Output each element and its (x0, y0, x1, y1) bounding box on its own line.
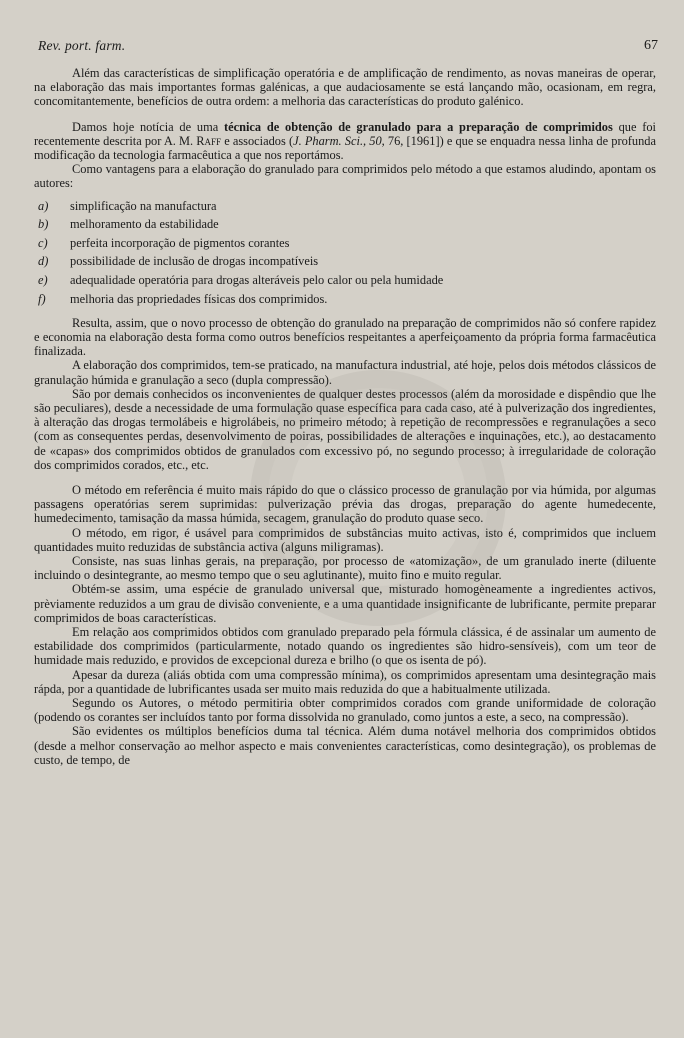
author-name: Raff (196, 133, 222, 148)
paragraph-2: Damos hoje notícia de uma técnica de obtenção de granulado para a preparação de comprimidos que foi recentemente descrita por A. M. Raff e associados (J. Pharm. Sci., 50, 76, [1961]) e que se enquadra nessa linha de profunda modificação da tecnologia farmacêutica a que nos reportámos. (34, 119, 656, 163)
list-item: e) adequalidade operatória para drogas alteráveis pelo calor ou pela humidade (38, 273, 444, 287)
paragraph-5: A elaboração dos comprimidos, tem-se praticado, na manufactura industrial, até hoje, pelos dois métodos clássicos de granulação húmida e granulação a seco (dupla compressão). (34, 358, 656, 387)
paragraph-3: Como vantagens para a elaboração do granulado para comprimidos pelo método a que estamos aludindo, apontam os autores: (34, 162, 656, 191)
paragraph-4: Resulta, assim, que o novo processo de obtenção do granulado na preparação de comprimidos não só confere rapidez e economia na elaboração desta forma como outros benefícios respeitantes a aperfeiçoamento da própria forma farmacêutica finalizada. (34, 315, 656, 359)
article-body (34, 66, 656, 767)
paragraph-7: O método em referência é muito mais rápido do que o clássico processo de granulação por via húmida, por algumas passagens operatórias serem suprimidas: pulverização prévia das drogas, preparação do agente humedecente, humedecimento, tamisação da massa húmida, secagem, granulação do produto quase seco. (34, 483, 656, 526)
paragraph-6: São por demais conhecidos os inconvenientes de qualquer destes processos (além da morosidade e dispêndio que lhe são peculiares), desde a necessidade de uma formulação quase específica para cada caso, até à pulverização dos ingredientes, à alteração das drogas termolábeis e higrolábeis, no primeiro método; à repetição de recompressões e regranulações a seco (com as consequentes perdas, desenvolvimento de poiras, possibilidades de alterações e inquinações, etc.), ao destacamento de «capas» dos comprimidos obtidos de granulados com excessivo pó, no segundo processo; à irregularidade de coloração dos comprimidos corados, etc., etc. (34, 386, 656, 472)
paragraph-14: São evidentes os múltiplos benefícios duma tal técnica. Além duma notável melhoria dos comprimidos obtidos (desde a melhor conservação ao melhor aspecto e mais convenientes características, como desintegração), os problemas de custo, de tempo, de (34, 724, 656, 767)
page-header (34, 38, 656, 66)
list-item: a) simplificação na manufactura (38, 198, 217, 213)
paragraph-9: Consiste, nas suas linhas gerais, na preparação, por processo de «atomização», de um granulado inerte (diluente incluindo o desintegrante, ao mesmo tempo que o seu aglutinante), muito fino e muito regular. (34, 554, 656, 583)
journal-citation: J. Pharm. Sci., 50, (293, 133, 385, 148)
paragraph-13: Segundo os Autores, o método permitiria obter comprimidos corados com grande uniformidade de coloração (podendo os corantes ser incluídos tanto por forma dissolvida no granulado, como juntos a este, a seco, na compressão). (34, 696, 656, 725)
list-item: f) melhoria das propriedades físicas dos comprimidos. (38, 291, 328, 306)
paragraph-12: Apesar da dureza (aliás obtida com uma compressão mínima), os comprimidos apresentam uma desintegração mais rápda, por a quantidade de lubrificantes usada ser muito mais reduzida do que a habitualmente utilizada. (34, 667, 656, 696)
journal-title: Rev. port. farm. (38, 38, 126, 53)
list-item: c) perfeita incorporação de pigmentos corantes (38, 235, 290, 250)
technique-title: técnica de obtenção de granulado para a preparação de comprimidos (223, 119, 613, 134)
advantages-list (34, 199, 656, 306)
paragraph-11: Em relação aos comprimidos obtidos com granulado preparado pela fórmula clássica, é de assinalar um aumento de estabilidade dos comprimidos (particularmente, notado quando os ingredientes são hidro-sensíveis), com um teor de humidade mais reduzido, e providos de excepcional dureza e brilho (o que os isenta de pó). (34, 625, 656, 668)
paragraph-1: Além das características de simplificação operatória e de amplificação de rendimento, as novas maneiras de operar, na elaboração das mais importantes formas galénicas, a que audaciosamente se está lançando mão, ocasionam, em regra, concomitantemente, benefícios de outra ordem: a melhoria das características do produto galénico. (34, 66, 656, 109)
page-number: 67 (644, 38, 658, 53)
paragraph-8: O método, em rigor, é usável para comprimidos de substâncias muito activas, isto é, comprimidos que incluem quantidades muito reduzidas de substância activa (alguns miligramas). (34, 525, 656, 554)
list-item: d) possibilidade de inclusão de drogas incompatíveis (38, 254, 319, 269)
list-item: b) melhoramento da estabilidade (38, 217, 219, 232)
paragraph-10: Obtém-se assim, uma espécie de granulado universal que, misturado homogèneamente a ingredientes activos, prèviamente reduzidos a um grau de divisão conveniente, e a uma quantidade insignificante de lubrificante, permite preparar comprimidos de boas características. (34, 582, 656, 625)
